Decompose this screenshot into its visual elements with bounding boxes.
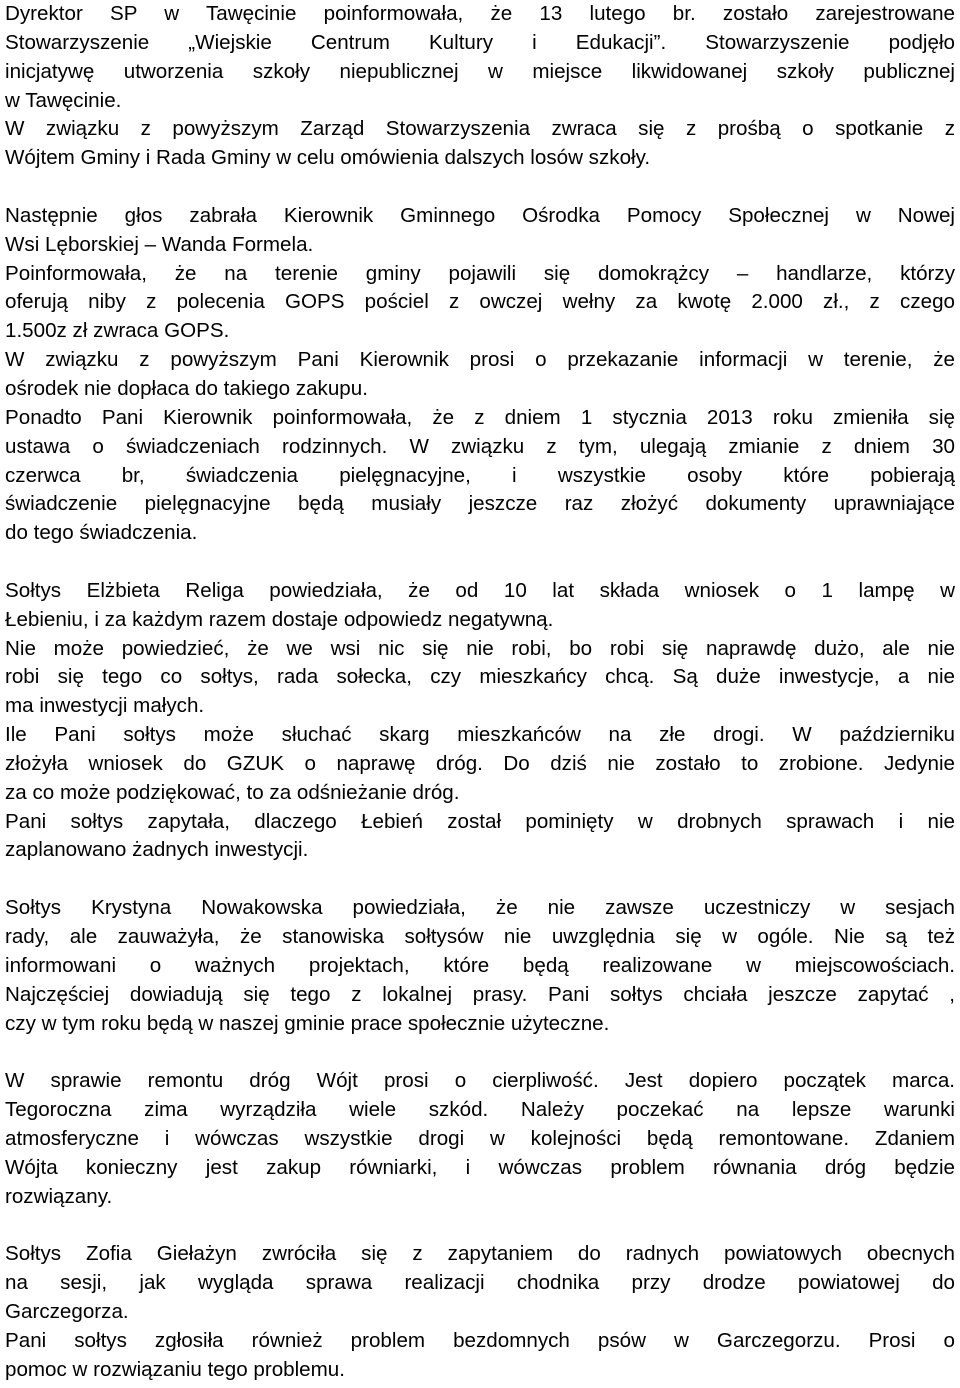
text-line: Sołtys Elżbieta Religa powiedziała, że od 10 lat składa wniosek o 1 lampę w (5, 578, 955, 602)
paragraph-gielazyn (5, 1240, 955, 1384)
paragraph-gap (5, 1038, 955, 1067)
text-line: Garczegorza. (5, 1299, 129, 1323)
text-line: Pani sołtys zgłosiła również problem bezdomnych psów w Garczegorzu. Prosi o (5, 1328, 955, 1352)
paragraph-wojt (5, 1067, 955, 1211)
text-line: za co może podziękować, to za odśnieżanie dróg. (5, 780, 460, 804)
text-line: zaplanowano żadnych inwestycji. (5, 838, 309, 862)
paragraph-gap (5, 865, 955, 894)
text-line: Pani sołtys zapytała, dlaczego Łebień został pominięty w drobnych sprawach i nie (5, 809, 955, 833)
document-page (5, 0, 955, 1385)
text-line: ośrodek nie dopłaca do takiego zakupu. (5, 376, 368, 400)
paragraph-stowarzyszenie (5, 0, 955, 173)
text-line: ustawa o świadczeniach rodzinnych. W związku z tym, ulegają zmianie z dniem 30 (5, 434, 955, 458)
text-line: Tegoroczna zima wyrządziła wiele szkód. Należy poczekać na lepsze warunki (5, 1098, 955, 1122)
text-line: W sprawie remontu dróg Wójt prosi o cierpliwość. Jest dopiero początek marca. (5, 1069, 955, 1093)
text-line: rozwiązany. (5, 1184, 113, 1208)
text-line: Nie może powiedzieć, że we wsi nic się nie robi, bo robi się naprawdę dużo, ale nie (5, 636, 955, 660)
text-line: Łebieniu, i za każdym razem dostaje odpowiedz negatywną. (5, 607, 554, 631)
text-line: Wójta konieczny jest zakup równiarki, i wówczas problem równania dróg będzie (5, 1155, 955, 1179)
text-line: W związku z powyższym Pani Kierownik prosi o przekazanie informacji w terenie, że (5, 348, 955, 372)
text-line: inicjatywę utworzenia szkoły niepublicznej w miejsce likwidowanej szkoły publicznej (5, 59, 955, 83)
paragraph-gap (5, 173, 955, 202)
text-line: informowani o ważnych projektach, które będą realizowane w miejscowościach. (5, 953, 955, 977)
text-line: Dyrektor SP w Tawęcinie poinformowała, że 13 lutego br. zostało zarejestrowane (5, 2, 955, 25)
text-line: Stowarzyszenie „Wiejskie Centrum Kultury i Edukacji”. Stowarzyszenie podjęło (5, 30, 955, 54)
text-line: czy w tym roku będą w naszej gminie prace społecznie użyteczne. (5, 1011, 610, 1035)
text-line: do tego świadczenia. (5, 521, 198, 545)
paragraph-gap (5, 548, 955, 577)
text-line: na sesji, jak wygląda sprawa realizacji chodnika przy drodze powiatowej do (5, 1271, 955, 1295)
text-line: Sołtys Zofia Giełażyn zwróciła się z zapytaniem do radnych powiatowych obecnych (5, 1242, 955, 1266)
text-line: 1.500z zł zwraca GOPS. (5, 319, 230, 343)
text-line: pomoc w rozwiązaniu tego problemu. (5, 1357, 345, 1381)
paragraph-religa (5, 577, 955, 865)
text-line: Najczęściej dowiadują się tego z lokalnej prasy. Pani sołtys chciała jeszcze zapytać , (5, 982, 955, 1006)
text-line: w Tawęcinie. (5, 88, 122, 112)
paragraph-nowakowska (5, 894, 955, 1038)
text-line: czerwca br, świadczenia pielęgnacyjne, i wszystkie osoby które pobierają (5, 463, 955, 487)
text-line: Wójtem Gminy i Rada Gminy w celu omówienia dalszych losów szkoły. (5, 146, 651, 170)
text-line: atmosferyczne i wówczas wszystkie drogi w kolejności będą remontowane. Zdaniem (5, 1126, 955, 1150)
text-line: Wsi Lęborskiej – Wanda Formela. (5, 232, 314, 256)
text-line: Sołtys Krystyna Nowakowska powiedziała, że nie zawsze uczestniczy w sesjach (5, 896, 955, 920)
text-line: ma inwestycji małych. (5, 694, 205, 718)
text-line: złożyła wniosek do GZUK o naprawę dróg. Do dziś nie zostało to zrobione. Jedynie (5, 751, 955, 775)
text-line: rady, ale zauważyła, że stanowiska sołtysów nie uwzględnia się w ogóle. Nie są też (5, 925, 955, 948)
text-line: Ile Pani sołtys może słuchać skarg mieszkańców na złe drogi. W październiku (5, 723, 955, 747)
text-line: W związku z powyższym Zarząd Stowarzyszenia zwraca się z prośbą o spotkanie z (5, 117, 955, 141)
text-line: oferują niby z polecenia GOPS pościel z owczej wełny za kwotę 2.000 zł., z czego (5, 290, 955, 314)
text-line: Ponadto Pani Kierownik poinformowała, że z dniem 1 stycznia 2013 roku zmieniła się (5, 405, 955, 429)
text-line: świadczenie pielęgnacyjne będą musiały jeszcze raz złożyć dokumenty uprawniające (5, 492, 955, 516)
text-line: Poinformowała, że na terenie gminy pojawili się domokrążcy – handlarze, którzy (5, 261, 955, 285)
paragraph-gops (5, 202, 955, 548)
text-line: Następnie głos zabrała Kierownik Gminnego Ośrodka Pomocy Społecznej w Nowej (5, 203, 955, 227)
paragraph-gap (5, 1211, 955, 1240)
text-line: robi się tego co sołtys, rada sołecka, czy mieszkańcy chcą. Są duże inwestycje, a nie (5, 665, 955, 689)
